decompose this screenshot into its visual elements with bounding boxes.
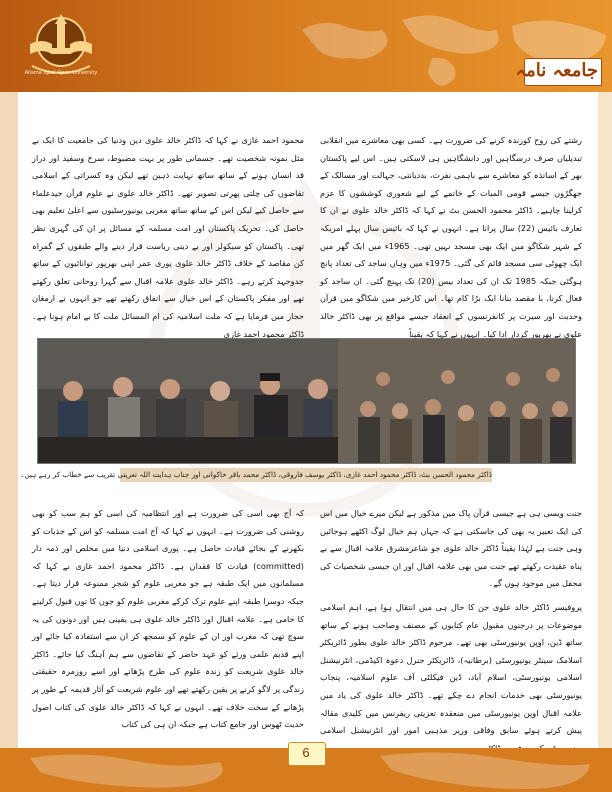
article-paragraph: جنت ویسی ہی ہے جیسی قرآن پاک میں مذکور ہے لیکن میرے خیال میں اس کی ایک تعبیر یہ بھی کی جاسکتی ہے کہ جہاں ہم خیال لوگ اکٹھے ہوجائیں وہی جنت ہے لہٰذا یقیناً ڈاکٹر خالد علوی جو شاعرمشرق علامہ اقبال سے بے پناہ عقیدت رکھتے تھے جنت میں بھی علامہ اقبال اور ان جیسی شخصیات کی محفل میں موجود ہوں گے۔ <box>320 508 582 589</box>
photo-caption: ڈاکٹر محمود الحسن بٹ، ڈاکٹر محمود احمد غازی، ڈاکٹر یوسف فاروقی، ڈاکٹر محمد باقر خاکوانی اور جناب ہدایت اللہ تعزیتی تقریب سے خطاب کر رہے ہیں۔ <box>20 470 492 479</box>
right-decorative-strip <box>598 92 612 792</box>
article-column-bottom-left <box>32 505 304 753</box>
page-number: 6 <box>302 745 310 760</box>
event-photo <box>37 338 576 464</box>
logo-text: Allama Iqbal Open University <box>24 70 98 76</box>
section-title: جامعہ نامہ <box>515 60 598 81</box>
article-column-top-left <box>32 132 304 342</box>
article-paragraph: کہ آج بھی اسی کی ضرورت ہے اور انتظامیہ کی اسی کو ہم سب کو بھی روشنی کی ضرورت ہے۔ انہوں نے کہا کہ آج امت مسلمہ کو اس کے جذبات کو بکھرنے کے بجائے قیادت حاصل ہے۔ پوری اسلامی دنیا میں مخلص اور ذمہ دار (committed) قیادت کا فقدان ہے۔ ڈاکٹر محمود احمد غازی نے کہا کہ مسلمانوں میں ایک طبقہ ہے جو مغربی علوم کو شجر ممنوعہ قرار دیتا ہے۔ جبکہ دوسرا طبقہ اپنے علوم ترک کرکے مغربی علوم کو جوں کا توں قبول کرلینے کا حامی ہے۔ علامہ اقبال اور ڈاکٹر خالد علوی ہی یقینی ہیں اور دونوں کی یہ سوچ تھی کہ مغرب اور ان کے علوم کو سمجھ کر ان سے استفادہ کیا جائے اور اپنے قدیم علمی ورثے کو عہد حاضر کے تقاضوں سے ہم آہنگ کیا جائے۔ ڈاکٹر خالد علوی شریعت کو زندہ علوم کی طرح پڑھانے اور اسے روزمرہ حقیقتی زندگی پر لاگو کرنے پر یقین رکھتے تھے اور علوم شریعت کو آثار قدیمہ کے طور پر پڑھانے کے سخت خلاف تھے۔ انہوں نے کہا کہ ڈاکٹر خالد علوی کی کتاب اصول حدیث ٹھوس اور جامع کتاب ہے جبکہ ان ہی کی کتاب <box>32 508 304 730</box>
left-decorative-strip <box>0 92 18 792</box>
article-paragraph: رشتے کی روح کوزندہ کرنے کی ضرورت ہے۔ کسی بھی معاشرے میں انقلابی تبدیلیاں صرف درسگاہیں اور دانشگاہیں ہی لاسکتی ہیں۔ اس لیے پاکستان بھر کے اساتذہ کو معاشرے سے باہمی نفرت، بددیانتی، جہالت اور مسالک کے جھگڑوں جیسے قومی المیات کے خاتمے کے لیے شعوری کوششوں کا عزم کرلینا چاہیے۔ ڈاکٹر محمود الحسن بٹ نے کہا کہ ڈاکٹر خالد علوی نے ان کا تعارف بائیس (22) سال پرانا ہے۔ انہوں نے کہا کہ بائیس سال پہلے امریکہ کے شہر شکاگو میں ایک بھی مسجد نہیں تھی۔ 1965ء میں ایک گھر میں ایک چھوٹی سی مسجد قائم کی گئی۔ 1975ء میں وہاں ساجد کی تعداد پانچ ہوگئی جبکہ 1985 تک ان کی تعداد بیس (20) تک پہنچ گئی۔ ان ساجد کو فعال کرنا، با مقصد بنانا ایک بڑا کام تھا۔ اس کارخیر میں شکاگو میں قرآن وحدیث اور سیرت پر کانفرنسوں کے انعقاد جیسے مواقع پر بھی ڈاکٹر خالد علوی نے بھرپور کردار ادا کیا۔ انہوں نے کہا کہ یقیناً <box>320 135 583 339</box>
article-paragraph: پروفیسر ڈاکٹر خالد علوی جن کا حال ہی میں انتقال ہوا ہے، اہم اسلامی موضوعات پر درجنوں مقبول عام کتابوں کے مصنف وصاحب ہونے کے ساتھ ساتھ ڈین، اوپن یونیورسٹی بھی تھے۔ مرحوم ڈاکٹر خالد علوی بطور ڈائریکٹر اسلامک سینٹر یونیورسٹی (برطانیہ)، ڈائریکٹر جنرل دعوہ اکیڈمی، انٹرنیشنل اسلامی یونیورسٹی، اسلام آباد، ڈین فیکلٹی آف علوم اسلامیہ، پنجاب یونیورسٹی بھی خدمات انجام دے چکے تھے۔ ڈاکٹر خالد علوی کی یاد میں علامہ اقبال اوپن یونیورسٹی میں منعقدہ تعزیتی ریفرنس میں کلیدی مقالہ پیش کرتے ہوئے سابق وفاقی وزیر مذہبی امور اور انٹرنیشنل اسلامی <box>320 601 582 736</box>
article-column-bottom-right <box>320 505 582 753</box>
university-crest-icon <box>22 10 100 80</box>
article-paragraph: محمود احمد غازی نے کہا کہ ڈاکٹر خالد علوی دین ودنیا کی جامعیت کا ایک بے مثل نمونہ شخصیت تھے۔ جسمانی طور پر بہت مضبوط، سرخ وسفید اور دراز قد انسان ہونے کے ساتھ ساتھ نہایت ذہین تھے لیکن وہ کسراتی کے اسلامی تقاضوں کی چلتی پھرتی تصویر تھے۔ ڈاکٹر خالد علوی نے علوم قرآن جیدعلماء سے حاصل کیے لیکن اس کے ساتھ ساتھ مغربی یونیورسٹیوں سے اعلیٰ تعلیم بھی حاصل کی۔ تحریک پاکستان اور امت مسلمہ کے مسائل پر ان کی گہری نظر تھی۔ پاکستان کو سیکولر اور بے دینی ریاست قرار دینے والے طبقوں کے گمراہ کن مقاصد کے خلاف ڈاکٹر خالد علوی پوری عمر اپنی بھرپور توانائیوں کے ساتھ جدوجہد کرتے رہے۔ ڈاکٹر خالد علوی علامہ اقبال سے گہرا روحانی تعلق رکھتے تھے اور مفکر پاکستان کے اس خیال سے اتفاق رکھتے تھے جو انہوں نے ارمغان حجاز میں فرمایا ہے کہ ملت اسلامیہ کی ام المسائل ملت کا بے امام ہونا ہے۔ ڈاکٹر محمود احمد غازی <box>32 135 304 339</box>
article-column-top-right <box>320 132 582 342</box>
